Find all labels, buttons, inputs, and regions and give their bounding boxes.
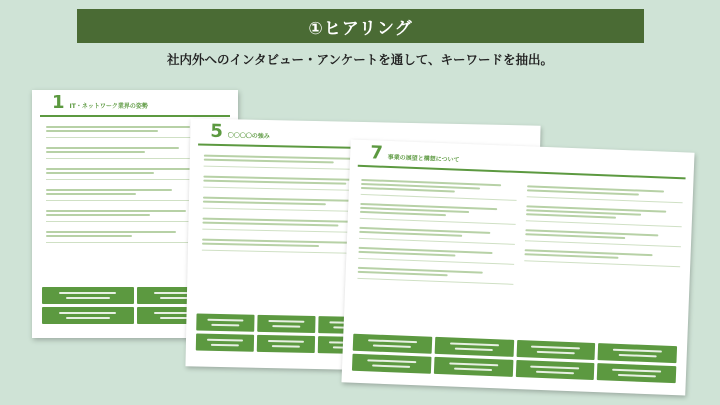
question-block [358, 242, 515, 265]
keyword-cell [516, 340, 595, 360]
question-block [361, 174, 518, 201]
keyword-cell [257, 315, 315, 333]
sheet-number: 1 [52, 92, 65, 113]
question-block [359, 222, 516, 245]
section-title-bar [77, 9, 644, 43]
keyword-cell [597, 363, 676, 383]
keyword-cell [353, 334, 432, 354]
sheet-title: IT・ネットワーク業界の姿勢 [69, 103, 148, 110]
sheet-header [40, 90, 230, 117]
sheet-number: 7 [369, 142, 384, 164]
keyword-grid [352, 334, 677, 383]
keyword-cell [42, 307, 134, 324]
keyword-cell [434, 337, 513, 357]
question-block [360, 198, 517, 225]
keyword-cell [257, 335, 315, 353]
sheet-title: 事業の展望と構想について [387, 153, 460, 164]
question-block [357, 262, 514, 285]
keyword-cell [196, 314, 254, 332]
question-block [525, 224, 682, 247]
keyword-cell [352, 354, 431, 374]
keyword-cell [42, 287, 134, 304]
question-block [524, 244, 681, 267]
sheet-title: 〇〇〇〇の強み [227, 132, 270, 141]
keyword-cell [196, 334, 254, 352]
question-column-left [357, 171, 517, 285]
hearing-sheet-7 [341, 139, 694, 395]
section-title: ①ヒアリング [308, 18, 413, 39]
keyword-cell [434, 357, 513, 377]
sheet-number: 5 [210, 120, 224, 143]
question-columns [357, 171, 683, 291]
question-block [526, 200, 683, 227]
question-column-right [523, 177, 683, 291]
keyword-cell [515, 360, 594, 380]
keyword-cell [598, 343, 677, 363]
question-block [527, 180, 684, 203]
section-subtitle: 社内外へのインタビュー・アンケートを通して、キーワードを抽出。 [166, 52, 553, 67]
